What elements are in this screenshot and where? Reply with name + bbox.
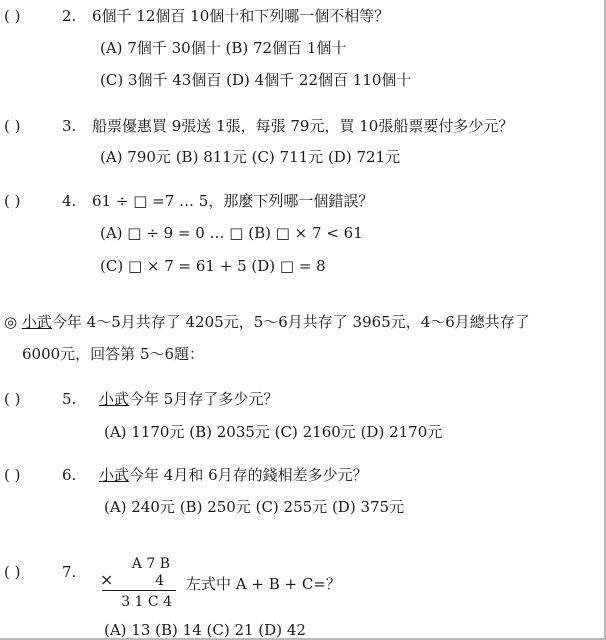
options-line: (A) 240元 (B) 250元 (C) 255元 (D) 375元 (104, 498, 405, 516)
multiplier: 4 (155, 573, 164, 589)
question-stem: 今年 4月和 6月存的錢相差多少元？ (129, 466, 368, 484)
result-line (102, 590, 176, 591)
product: 3 1 C 4 (121, 594, 172, 610)
options-line: (A) □ ÷ 9 = 0 … □ (B) □ × 7 < 61 (100, 224, 363, 242)
person-name: 小武 (21, 313, 52, 331)
question-number: 3. (62, 117, 77, 135)
options-line: (A) 7個千 30個十 (B) 72個百 1個十 (100, 39, 347, 57)
question-number: 6. (62, 466, 77, 484)
question-stem: 船票優惠買 9張送 1張，每張 79元，買 10張船票要付多少元？ (92, 117, 514, 135)
options-line: (C) □ × 7 = 61 + 5 (D) □ = 8 (100, 257, 326, 275)
question-number: 7. (62, 563, 77, 581)
intro-line-2: 6000元，回答第 5～6題： (22, 345, 205, 363)
options-line: (A) 13 (B) 14 (C) 21 (D) 42 (104, 621, 306, 639)
question-stem: 61 ÷ □ =7 … 5，那麼下列哪一個錯誤？ (92, 192, 374, 210)
question-stem: 今年 5月存了多少元？ (129, 390, 279, 408)
options-line: (A) 790元 (B) 811元 (C) 711元 (D) 721元 (100, 148, 401, 166)
person-name: 小武 (99, 466, 130, 484)
times-sign: × (100, 570, 114, 589)
answer-paren[interactable]: ( ) (4, 390, 21, 408)
question-number: 5. (62, 390, 77, 408)
multiplicand: A 7 B (131, 556, 170, 572)
question-stem: 左式中 A + B + C=？ (186, 575, 341, 593)
answer-paren[interactable]: ( ) (4, 117, 21, 135)
answer-paren[interactable]: ( ) (4, 563, 21, 581)
answer-paren[interactable]: ( ) (4, 192, 21, 210)
question-number: 4. (62, 192, 77, 210)
bullet-mark: ◎ (4, 313, 18, 331)
person-name: 小武 (99, 390, 130, 408)
answer-paren[interactable]: ( ) (4, 7, 21, 25)
answer-paren[interactable]: ( ) (4, 466, 21, 484)
intro-line-1: 今年 4～5月共存了 4205元，5～6月共存了 3965元，4～6月總共存了 (51, 313, 530, 331)
vertical-multiplication (100, 556, 178, 610)
question-stem: 6個千 12個百 10個十和下列哪一個不相等？ (92, 7, 390, 25)
options-line: (A) 1170元 (B) 2035元 (C) 2160元 (D) 2170元 (104, 423, 443, 441)
options-line: (C) 3個千 43個百 (D) 4個千 22個百 110個十 (100, 71, 412, 89)
question-number: 2. (62, 7, 77, 25)
